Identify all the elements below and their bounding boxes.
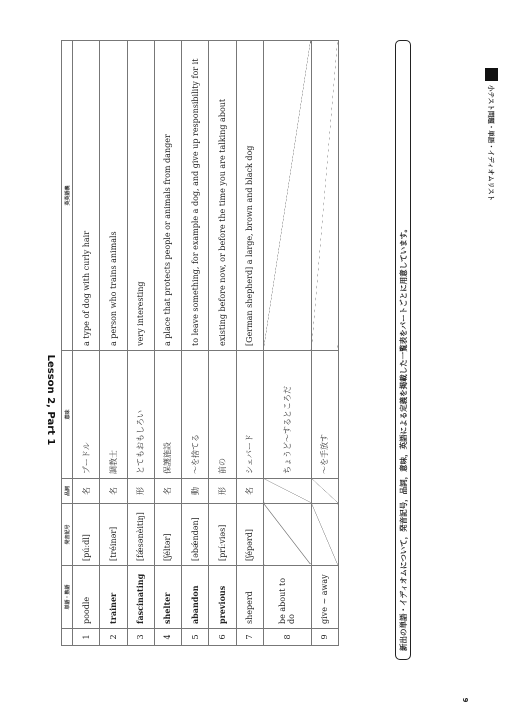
row-word: fascinating (127, 566, 154, 629)
row-meaning: 保護施設 (154, 351, 181, 479)
row-meaning: ～を捨てる (182, 351, 209, 479)
row-number: 4 (154, 629, 181, 646)
row-pronunciation: [ʃéltər] (154, 504, 181, 566)
row-word: poodle (73, 566, 100, 629)
row-number: 2 (100, 629, 127, 646)
row-pronunciation-empty (311, 504, 338, 566)
row-part-of-speech: 動 (182, 479, 209, 504)
row-definition: a place that protects people or animals from danger (154, 41, 181, 351)
row-word: previous (209, 566, 236, 629)
row-part-of-speech: 名 (154, 479, 181, 504)
table-row (209, 41, 236, 646)
header-definition: 英英語義 (62, 41, 73, 351)
row-definition: a person who trains animals (100, 41, 127, 351)
row-definition: existing before now, or before the time you are talking about (209, 41, 236, 351)
row-number: 8 (263, 629, 311, 646)
row-word: be about to do (263, 566, 311, 629)
row-word: shelter (154, 566, 181, 629)
table-row (154, 41, 181, 646)
row-number: 5 (182, 629, 209, 646)
table-row (127, 41, 154, 646)
row-number: 1 (73, 629, 100, 646)
row-word: trainer (100, 566, 127, 629)
row-definition: very interesting (127, 41, 154, 351)
caption-box (395, 40, 411, 660)
row-definition: to leave something, for example a dog, and give up responsibility for it (182, 41, 209, 351)
side-title (485, 68, 498, 260)
row-word: sheperd (236, 566, 263, 629)
row-number: 6 (209, 629, 236, 646)
table-row (236, 41, 263, 646)
row-definition: [German shepherd] a large, brown and black dog (236, 41, 263, 351)
lesson-title: Lesson 2, Part 1 (45, 354, 56, 446)
table-row (263, 41, 311, 646)
row-number: 7 (236, 629, 263, 646)
row-part-of-speech: 名 (236, 479, 263, 504)
row-pronunciation-empty (263, 504, 311, 566)
page-number: 9 (461, 697, 469, 703)
row-meaning: シェパード (236, 351, 263, 479)
table-row (311, 41, 338, 646)
row-pronunciation: [fǽsənèitiŋ] (127, 504, 154, 566)
row-definition-empty (311, 41, 338, 351)
row-meaning: ちょうど～するところだ (263, 351, 311, 479)
row-meaning: 前の (209, 351, 236, 479)
row-definition-empty (263, 41, 311, 351)
row-pronunciation: [ʃépərd] (236, 504, 263, 566)
header-meaning: 意味 (62, 351, 73, 479)
row-definition: a type of dog with curly hair (73, 41, 100, 351)
header-number (62, 629, 73, 646)
header-part-of-speech: 品詞 (62, 479, 73, 504)
row-part-of-speech-empty (311, 479, 338, 504)
row-word: give ~ away (311, 566, 338, 629)
side-title-bar (485, 68, 498, 81)
row-part-of-speech-empty (263, 479, 311, 504)
row-meaning: とてもおもしろい (127, 351, 154, 479)
row-part-of-speech: 形 (209, 479, 236, 504)
row-meaning: プードル (73, 351, 100, 479)
row-pronunciation: [púːdl] (73, 504, 100, 566)
row-number: 3 (127, 629, 154, 646)
row-meaning: 調教士 (100, 351, 127, 479)
row-meaning: ～を手放す (311, 351, 338, 479)
row-part-of-speech: 形 (127, 479, 154, 504)
row-pronunciation: [əbǽndən] (182, 504, 209, 566)
row-word: abandon (182, 566, 209, 629)
caption-text: 新出の単語・イディオムについて，発音記号，品詞，意味，英語による定義を掲載した一覧表をパートごとに用意しています。 (398, 225, 408, 651)
table-row (100, 41, 127, 646)
header-word: 単語・熟語 (62, 566, 73, 629)
row-part-of-speech: 名 (73, 479, 100, 504)
row-part-of-speech: 名 (100, 479, 127, 504)
table-row (182, 41, 209, 646)
table-header-row (62, 41, 73, 646)
row-pronunciation: [tréinər] (100, 504, 127, 566)
row-pronunciation: [príːviəs] (209, 504, 236, 566)
row-number: 9 (311, 629, 338, 646)
header-pronunciation: 発音記号 (62, 504, 73, 566)
side-title-text: 小テスト問題・単語・イディオムリスト (487, 85, 495, 202)
table-row (73, 41, 100, 646)
vocab-table (61, 40, 339, 646)
